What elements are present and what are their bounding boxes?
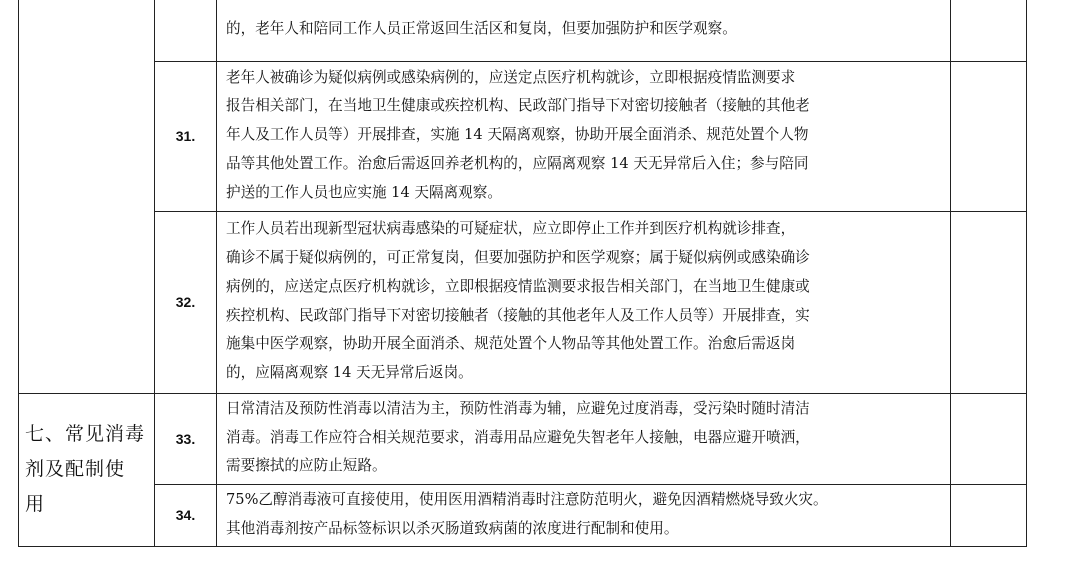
category-line: 剂及配制使: [25, 458, 126, 480]
text-line: 护送的工作人员也应实施 14 天隔离观察。: [226, 183, 502, 201]
item-text: [217, 393, 951, 484]
remark-cell: [951, 484, 1027, 546]
text-line: 确诊不属于疑似病例的，可正常复岗，但要加强防护和医学观察；属于疑似病例或感染确诊: [226, 249, 810, 267]
text-line: 报告相关部门，在当地卫生健康或疾控机构、民政部门指导下对密切接触者（接触的其他老: [226, 97, 810, 115]
text-line: 75%乙醇消毒液可直接使用，使用医用酒精消毒时注意防范明火，避免因酒精燃烧导致火灾。: [226, 490, 828, 508]
item-number: [155, 0, 217, 61]
remark-cell: [951, 393, 1027, 484]
regulation-table: [18, 0, 1027, 547]
item-number: 33.: [155, 393, 217, 484]
category-line: 七、常见消毒: [25, 423, 146, 445]
table-row: [19, 61, 1027, 211]
remark-cell: [951, 61, 1027, 211]
table-row: [19, 211, 1027, 393]
item-text: [217, 0, 951, 61]
text-line: 其他消毒剂按产品标签标识以杀灭肠道致病菌的浓度进行配制和使用。: [226, 519, 679, 537]
table-row: [19, 0, 1027, 61]
text-line: 需要擦拭的应防止短路。: [226, 457, 387, 475]
remark-cell: [951, 0, 1027, 61]
text-line: 的，应隔离观察 14 天无异常后返岗。: [226, 363, 473, 381]
text-line: 年人及工作人员等）开展排查，实施 14 天隔离观察，协助开展全面消杀、规范处置个人物: [226, 126, 809, 144]
text-line: 老年人被确诊为疑似病例或感染病例的，应送定点医疗机构就诊，立即根据疫情监测要求: [226, 68, 796, 86]
category-cell-previous: [19, 0, 155, 393]
text-line: 品等其他处置工作。治愈后需返回养老机构的，应隔离观察 14 天无异常后入住；参与陪同: [226, 154, 809, 172]
item-number: 32.: [155, 211, 217, 393]
item-text: [217, 61, 951, 211]
table-row: [19, 393, 1027, 484]
item-number: 34.: [155, 484, 217, 546]
item-text: [217, 484, 951, 546]
text-line: 病例的，应送定点医疗机构就诊，立即根据疫情监测要求报告相关部门，在当地卫生健康或: [226, 277, 810, 295]
item-number: 31.: [155, 61, 217, 211]
text-line: 日常清洁及预防性消毒以清洁为主，预防性消毒为辅，应避免过度消毒，受污染时随时清洁: [226, 399, 810, 417]
table-row: [19, 484, 1027, 546]
remark-cell: [951, 211, 1027, 393]
category-label: [19, 393, 155, 546]
category-line: 用: [25, 493, 46, 515]
item-text: [217, 211, 951, 393]
text-line: 工作人员若出现新型冠状病毒感染的可疑症状，应立即停止工作并到医疗机构就诊排查，: [226, 220, 796, 238]
text-line: 施集中医学观察，协助开展全面消杀、规范处置个人物品等其他处置工作。治愈后需返岗: [226, 335, 796, 353]
text-line: 消毒。消毒工作应符合相关规范要求，消毒用品应避免失智老年人接触，电器应避开喷洒，: [226, 428, 810, 446]
text-line: 疾控机构、民政部门指导下对密切接触者（接触的其他老年人及工作人员等）开展排查，实: [226, 306, 810, 324]
text-line: 的，老年人和陪同工作人员正常返回生活区和复岗，但要加强防护和医学观察。: [226, 20, 737, 38]
